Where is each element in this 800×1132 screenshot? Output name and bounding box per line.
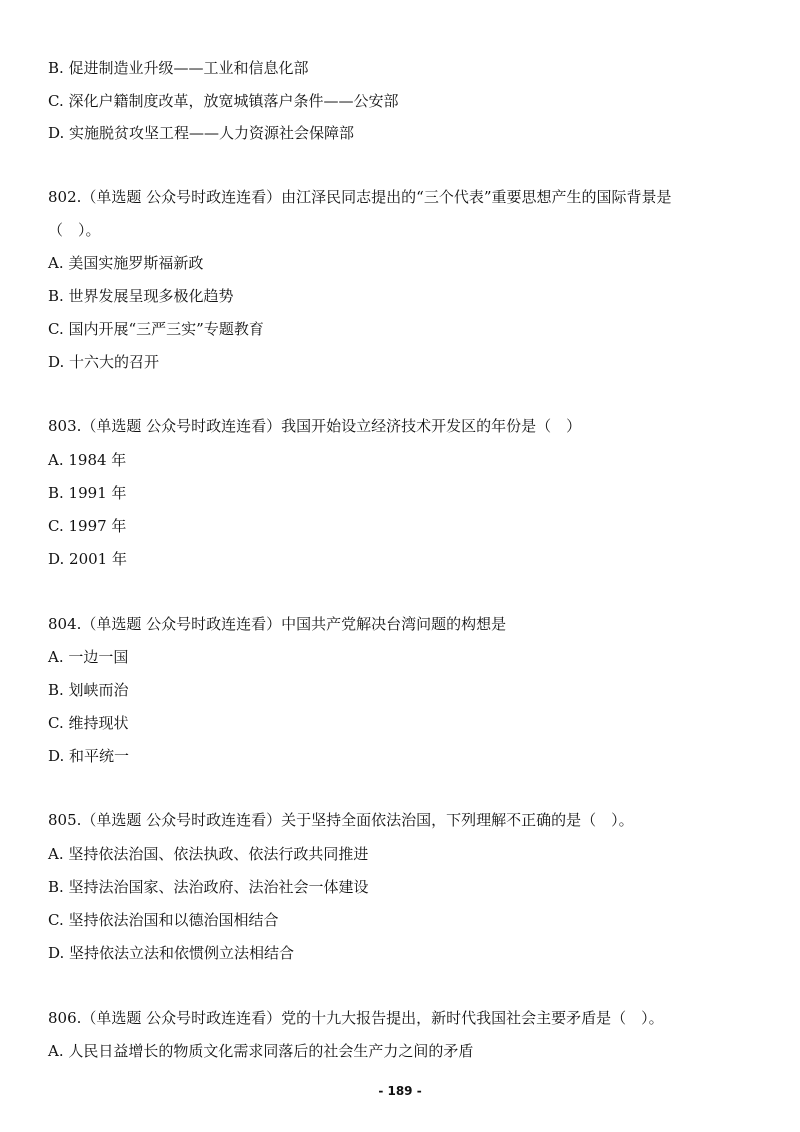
option-803-b: B. 1991 年 [48,484,127,502]
question-802-stem-cont: （ ）。 [48,221,101,239]
question-802-stem: 802.（单选题 公众号时政连连看）由江泽民同志提出的“三个代表”重要思想产生的国际背景是 [48,188,672,206]
option-802-d: D. 十六大的召开 [48,353,160,371]
option-802-c: C. 国内开展“三严三实”专题教育 [48,320,264,338]
option-805-b: B. 坚持法治国家、法治政府、法治社会一体建设 [48,878,369,896]
option-802-b: B. 世界发展呈现多极化趋势 [48,287,234,305]
option-806-a: A. 人民日益增长的物质文化需求同落后的社会生产力之间的矛盾 [48,1042,474,1060]
option-803-c: C. 1997 年 [48,517,127,535]
option-802-a: A. 美国实施罗斯福新政 [48,254,204,272]
question-805-stem: 805.（单选题 公众号时政连连看）关于坚持全面依法治国，下列理解不正确的是（ ）。 [48,811,634,829]
page-number: - 189 - [378,1084,422,1098]
option-804-d: D. 和平统一 [48,747,130,765]
question-804-stem: 804.（单选题 公众号时政连连看）中国共产党解决台湾问题的构想是 [48,615,507,633]
option-805-a: A. 坚持依法治国、依法执政、依法行政共同推进 [48,845,369,863]
option-804-c: C. 维持现状 [48,714,129,732]
option-803-a: A. 1984 年 [48,451,127,469]
option-804-b: B. 划峡而治 [48,681,129,699]
question-806-stem: 806.（单选题 公众号时政连连看）党的十九大报告提出，新时代我国社会主要矛盾是（ ）。 [48,1009,664,1027]
option-805-d: D. 坚持依法立法和依惯例立法相结合 [48,944,295,962]
option-801-b: B. 促进制造业升级——工业和信息化部 [48,59,309,77]
option-803-d: D. 2001 年 [48,550,127,568]
option-805-c: C. 坚持依法治国和以德治国相结合 [48,911,279,929]
option-801-d: D. 实施脱贫攻坚工程——人力资源社会保障部 [48,124,355,142]
option-804-a: A. 一边一国 [48,648,129,666]
option-801-c: C. 深化户籍制度改革，放宽城镇落户条件——公安部 [48,92,399,110]
question-803-stem: 803.（单选题 公众号时政连连看）我国开始设立经济技术开发区的年份是（ ） [48,417,582,435]
